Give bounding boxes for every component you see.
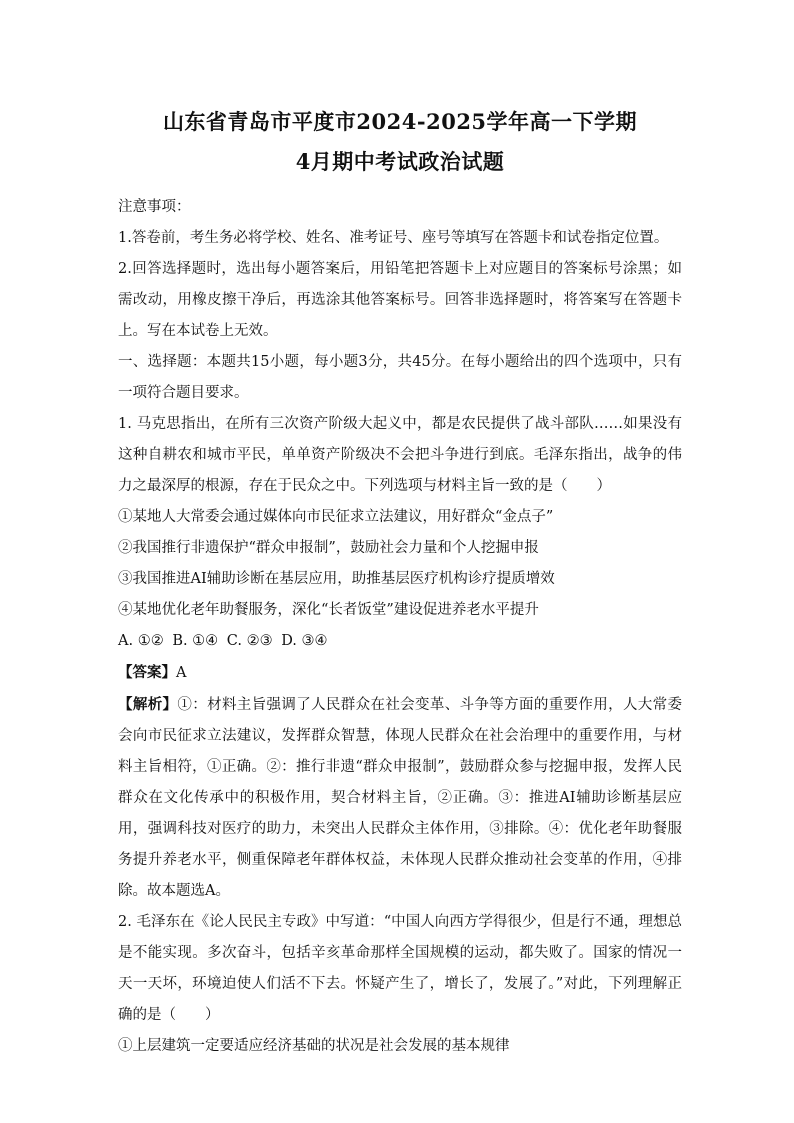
page-title: 山东省青岛市平度市2024-2025学年高一下学期 — [162, 109, 638, 134]
question-1-options — [118, 626, 682, 657]
question-2-item: ①上层建筑一定要适应经济基础的状况是社会发展的基本规律 — [118, 1038, 510, 1054]
question-1-item: ③我国推进AI辅助诊断在基层应用，助推基层医疗机构诊疗提质增效 — [118, 571, 555, 587]
question-1-item: ①某地人大常委会通过媒体向市民征求立法建议，用好群众“金点子” — [118, 509, 554, 525]
analysis-label: 【解析】 — [118, 696, 178, 713]
question-1-item: ②我国推行非遗保护“群众申报制”，鼓励社会力量和个人挖掘申报 — [118, 540, 539, 556]
note-item: 2.回答选择题时，选出每小题答案后，用铅笔把答题卡上对应题目的答案标号涂黑；如需改动，用橡皮擦干净后，再选涂其他答案标号。回答非选择题时，将答案写在答题卡上。写在本试卷上无效。 — [118, 261, 682, 339]
analysis-text: ①：材料主旨强调了人民群众在社会变革、斗争等方面的重要作用，人大常委会向市民征求立法建议，发挥群众智慧，体现人民群众在社会治理中的重要作用，与材料主旨相符，①正确。②：推行非遗“群众申报制”，鼓励群众参与挖掘申报，发挥人民群众在文化传承中的积极作用，契合材料主旨，②正确。③：推进AI辅助诊断基层应用，强调科技对医疗的助力，未突出人民群众主体作用，③排除。④：优化老年助餐服务提升养老水平，侧重保障老年群体权益，未体现人民群众推动社会变革的作用，④排除。故本题选A。 — [118, 697, 682, 899]
note-item: 1.答卷前，考生务必将学校、姓名、准考证号、座号等填写在答题卡和试卷指定位置。 — [118, 230, 669, 246]
section-heading: 一、选择题：本题共15小题，每小题3分，共45分。在每小题给出的四个选项中，只有一项符合题目要求。 — [118, 354, 682, 401]
page-subtitle: 4月期中考试政治试题 — [295, 149, 505, 174]
question-1-answer — [118, 657, 682, 689]
option-c: C. ②③ — [226, 633, 273, 649]
question-1-stem: 1. 马克思指出，在所有三次资产阶级大起义中，都是农民提供了战斗部队……如果没有这种自耕农和城市平民，单单资产阶级决不会把斗争进行到底。毛泽东指出，战争的伟力之最深厚的根源，存在于民众之中。下列选项与材料主旨一致的是（ ） — [118, 416, 682, 494]
notes-heading: 注意事项： — [118, 199, 191, 215]
option-a: A. ①② — [118, 633, 164, 649]
option-b: B. ①④ — [172, 633, 219, 649]
question-2-stem: 2. 毛泽东在《论人民民主专政》中写道：“中国人向西方学得很少，但是行不通，理想总是不能实现。多次奋斗，包括辛亥革命那样全国规模的运动，都失败了。国家的情况一天一天坏，环境迫使人们活不下去。怀疑产生了，增长了，发展了。”对此，下列理解正确的是（ ） — [118, 914, 682, 1023]
answer-label: 【答案】 — [118, 664, 176, 681]
answer-value: A — [176, 665, 187, 681]
question-1-analysis — [118, 689, 682, 907]
option-d: D. ③④ — [281, 633, 328, 649]
question-1-item: ④某地优化老年助餐服务，深化“长者饭堂”建设促进养老水平提升 — [118, 602, 539, 618]
